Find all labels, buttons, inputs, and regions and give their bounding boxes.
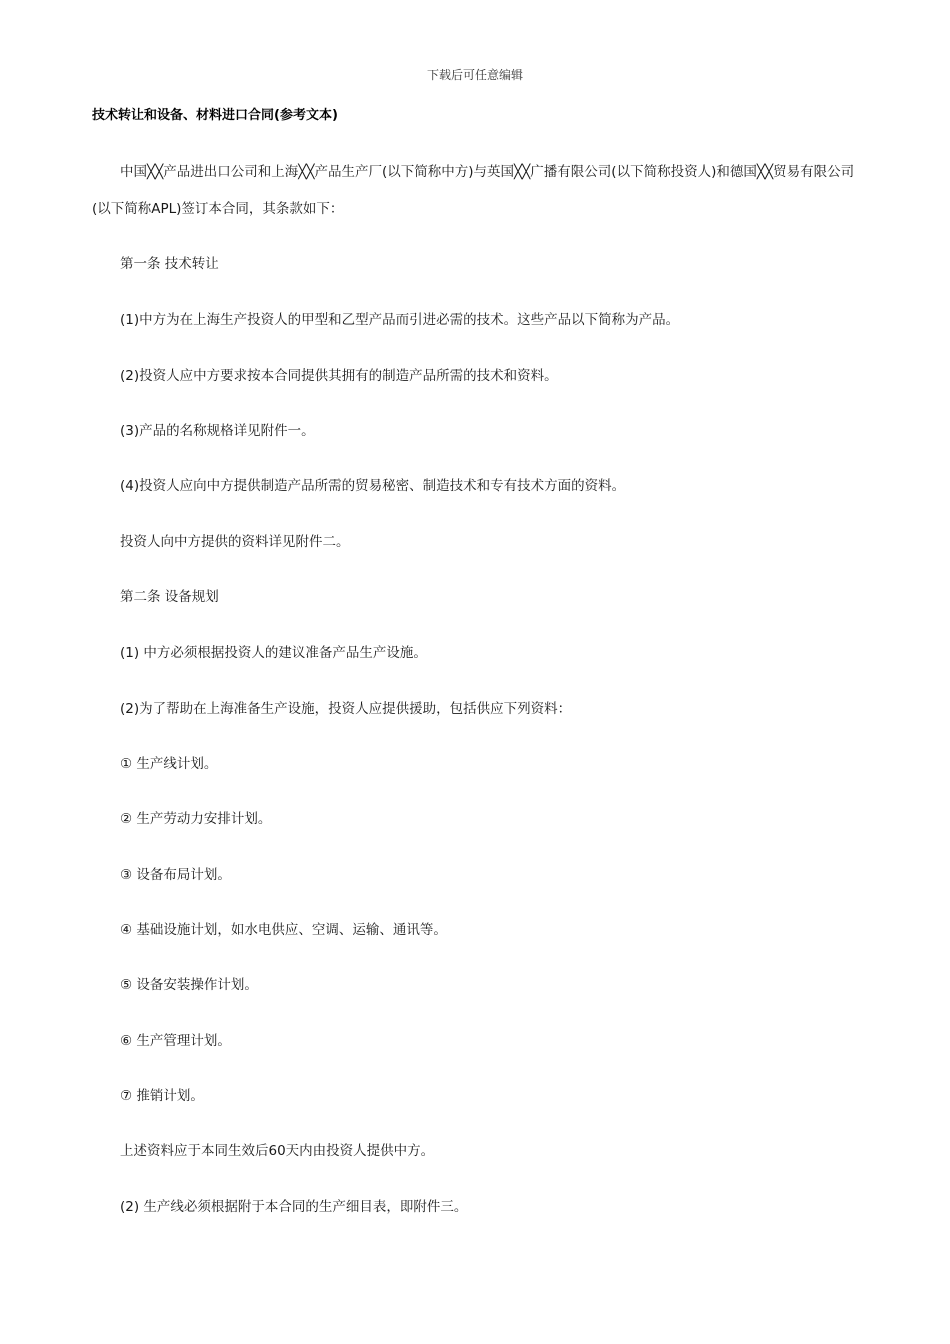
list-item: ⑥ 生产管理计划。 bbox=[120, 1033, 231, 1049]
clause-1-2: (2)投资人应中方要求按本合同提供其拥有的制造产品所需的技术和资料。 bbox=[120, 368, 558, 384]
document-title: 技术转让和设备、材料进口合同(参考文本) bbox=[92, 108, 338, 123]
clause-1-4: (4)投资人应向中方提供制造产品所需的贸易秘密、制造技术和专有技术方面的资料。 bbox=[120, 478, 626, 494]
clause-1-1: (1)中方为在上海生产投资人的甲型和乙型产品而引进必需的技术。这些产品以下简称为产品。 bbox=[120, 312, 680, 328]
article-2-heading: 第二条 设备规划 bbox=[120, 589, 219, 605]
list-item: ① 生产线计划。 bbox=[120, 756, 218, 772]
clause-2-note: 上述资料应于本同生效后60天内由投资人提供中方。 bbox=[120, 1143, 435, 1159]
clause-1-note: 投资人向中方提供的资料详见附件二。 bbox=[120, 534, 350, 550]
list-item: ② 生产劳动力安排计划。 bbox=[120, 811, 272, 827]
page-header: 下载后可任意编辑 bbox=[426, 68, 523, 82]
list-item: ⑦ 推销计划。 bbox=[120, 1088, 204, 1104]
intro-paragraph: 中国╳╳产品进出口公司和上海╳╳产品生产厂(以下简称中方)与英国╳╳广播有限公司(以下简称投资人)和德国╳╳贸易有限公司(以下简称APL)签订本合同，其条款如下： bbox=[92, 164, 855, 217]
clause-2-1: (1) 中方必须根据投资人的建议准备产品生产设施。 bbox=[120, 645, 427, 661]
article-1-heading: 第一条 技术转让 bbox=[120, 256, 219, 272]
clause-2-2: (2)为了帮助在上海准备生产设施，投资人应提供援助，包括供应下列资料： bbox=[120, 701, 572, 717]
list-item: ⑤ 设备安装操作计划。 bbox=[120, 977, 258, 993]
clause-1-3: (3)产品的名称规格详见附件一。 bbox=[120, 423, 315, 439]
clause-2-3: (2) 生产线必须根据附于本合同的生产细目表，即附件三。 bbox=[120, 1199, 468, 1215]
list-item: ④ 基础设施计划，如水电供应、空调、运输、通讯等。 bbox=[120, 922, 447, 938]
list-item: ③ 设备布局计划。 bbox=[120, 867, 231, 883]
